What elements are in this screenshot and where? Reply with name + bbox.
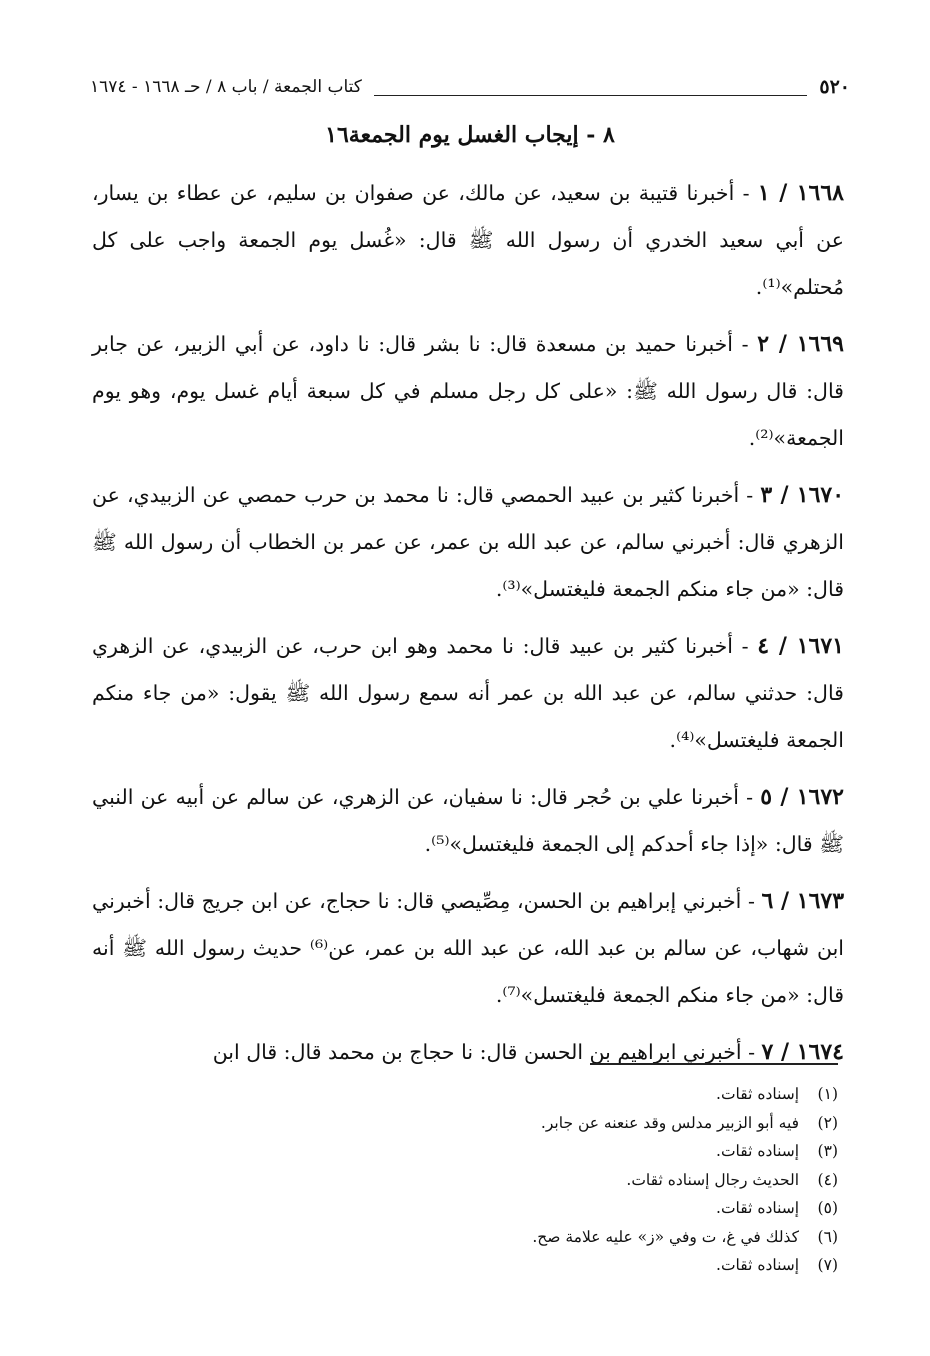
running-head: كتاب الجمعة / باب ٨ / حـ ١٦٦٨ - ١٦٧٤ <box>90 77 362 97</box>
hadith-text: - أخبرنا كثير بن عبيد قال: نا محمد وهو ابن حرب، عن الزبيدي، عن الزهري قال: حدثني سالم، عن عبد الله بن عمر أنه سمع رسول الله ﷺ يقول: «من جاء منكم الجمعة فليغتسل»⁽⁴⁾. <box>92 634 844 752</box>
hadith-paragraph <box>92 623 844 764</box>
hadith-paragraph <box>92 170 844 311</box>
footnote-number: (٦) <box>817 1227 838 1246</box>
hadith-paragraph <box>92 774 844 868</box>
footnote <box>338 1137 838 1166</box>
page-header <box>90 70 850 104</box>
hadith-number: ١٦٧٠ / ٣ <box>760 482 845 508</box>
footnote <box>338 1109 838 1138</box>
footnote-number: (٥) <box>817 1199 838 1217</box>
hadith-text: - أخبرنا كثير بن عبيد الحمصي قال: نا محمد بن حرب حمصي عن الزبيدي، عن الزهري قال: أخبرني سالم، عن عبد الله بن عمر، عن عمر بن الخطاب أن رسول الله ﷺ قال: «من جاء منكم الجمعة فليغتسل»⁽³⁾. <box>92 483 844 601</box>
footnote-text: إسناده ثقات. <box>716 1142 800 1160</box>
footnote-text: فيه أبو الزبير مدلس وقد عنعنه عن جابر. <box>540 1113 800 1132</box>
hadith-text: - أخبرنا حميد بن مسعدة قال: نا بشر قال: نا داود، عن أبي الزبير، عن جابر قال: قال رسول الله ﷺ: «على كل رجل مسلم في كل سبعة أيام غسل يوم، وهو يوم الجمعة»⁽²⁾. <box>92 332 844 450</box>
footnote <box>338 1166 838 1195</box>
footnote-text: الحديث رجال إسناده ثقات. <box>626 1170 800 1189</box>
hadith-text: - أخبرنا علي بن حُجر قال: نا سفيان، عن الزهري، عن سالم عن أبيه عن النبي ﷺ قال: «إذا جاء أحدكم إلى الجمعة فليغتسل»⁽⁵⁾. <box>92 785 844 856</box>
hadith-text: - أخبرنا قتيبة بن سعيد، عن مالك، عن صفوان بن سليم، عن عطاء بن يسار، عن أبي سعيد الخدري أن رسول الله ﷺ قال: «غُسل يوم الجمعة واجب على كل مُحتلم»⁽¹⁾. <box>92 181 844 299</box>
footnote-text: إسناده ثقات. <box>716 1199 800 1217</box>
chapter-title: ٨ - إيجاب الغسل يوم الجمعة١٦ <box>325 122 615 148</box>
footnote-number: (٢) <box>817 1113 838 1132</box>
footnote-text: كذلك في غ، ت وفي «ز» عليه علامة صح. <box>532 1227 800 1246</box>
footnote-number: (٤) <box>817 1170 838 1189</box>
hadith-number: ١٦٧٣ / ٦ <box>761 888 845 914</box>
footnote <box>338 1251 838 1280</box>
hadith-text: - أخبرني ابراهيم بن الحسن قال: نا حجاج بن محمد قال: قال ابن <box>212 1040 762 1064</box>
hadith-text: - أخبرني إبراهيم بن الحسن، مِصِّيصي قال: نا حجاج، عن ابن جريج قال: أخبرني ابن شهاب، عن سالم بن عبد الله، عن عبد الله بن عمر، عن⁽⁶⁾ حديث رسول الله ﷺ أنه قال: «من جاء منكم الجمعة فليغتسل»⁽⁷⁾. <box>92 889 844 1007</box>
hadith-paragraph <box>92 321 844 462</box>
hadith-number: ١٦٧٤ / ٧ <box>761 1039 844 1065</box>
hadith-number: ١٦٧٢ / ٥ <box>760 784 844 810</box>
header-rule <box>374 79 807 96</box>
footnote-number: (٣) <box>817 1142 838 1160</box>
hadith-list <box>92 170 844 1086</box>
footnote-number: (٧) <box>817 1256 838 1274</box>
footnote-number: (١) <box>817 1085 838 1103</box>
hadith-number: ١٦٦٩ / ٢ <box>757 331 844 357</box>
footnotes <box>338 1080 838 1280</box>
footnote-text: إسناده ثقات. <box>716 1256 800 1274</box>
footnote <box>338 1223 838 1252</box>
hadith-number: ١٦٦٨ / ١ <box>757 180 844 206</box>
footnote-text: إسناده ثقات. <box>716 1085 800 1103</box>
footnote-separator <box>590 1063 838 1065</box>
footnote <box>338 1194 838 1223</box>
hadith-paragraph <box>92 878 844 1019</box>
page-number: ٥٢٠ <box>819 76 850 98</box>
hadith-number: ١٦٧١ / ٤ <box>757 633 844 659</box>
hadith-paragraph <box>92 1029 844 1076</box>
footnote <box>338 1080 838 1109</box>
hadith-paragraph <box>92 472 844 613</box>
